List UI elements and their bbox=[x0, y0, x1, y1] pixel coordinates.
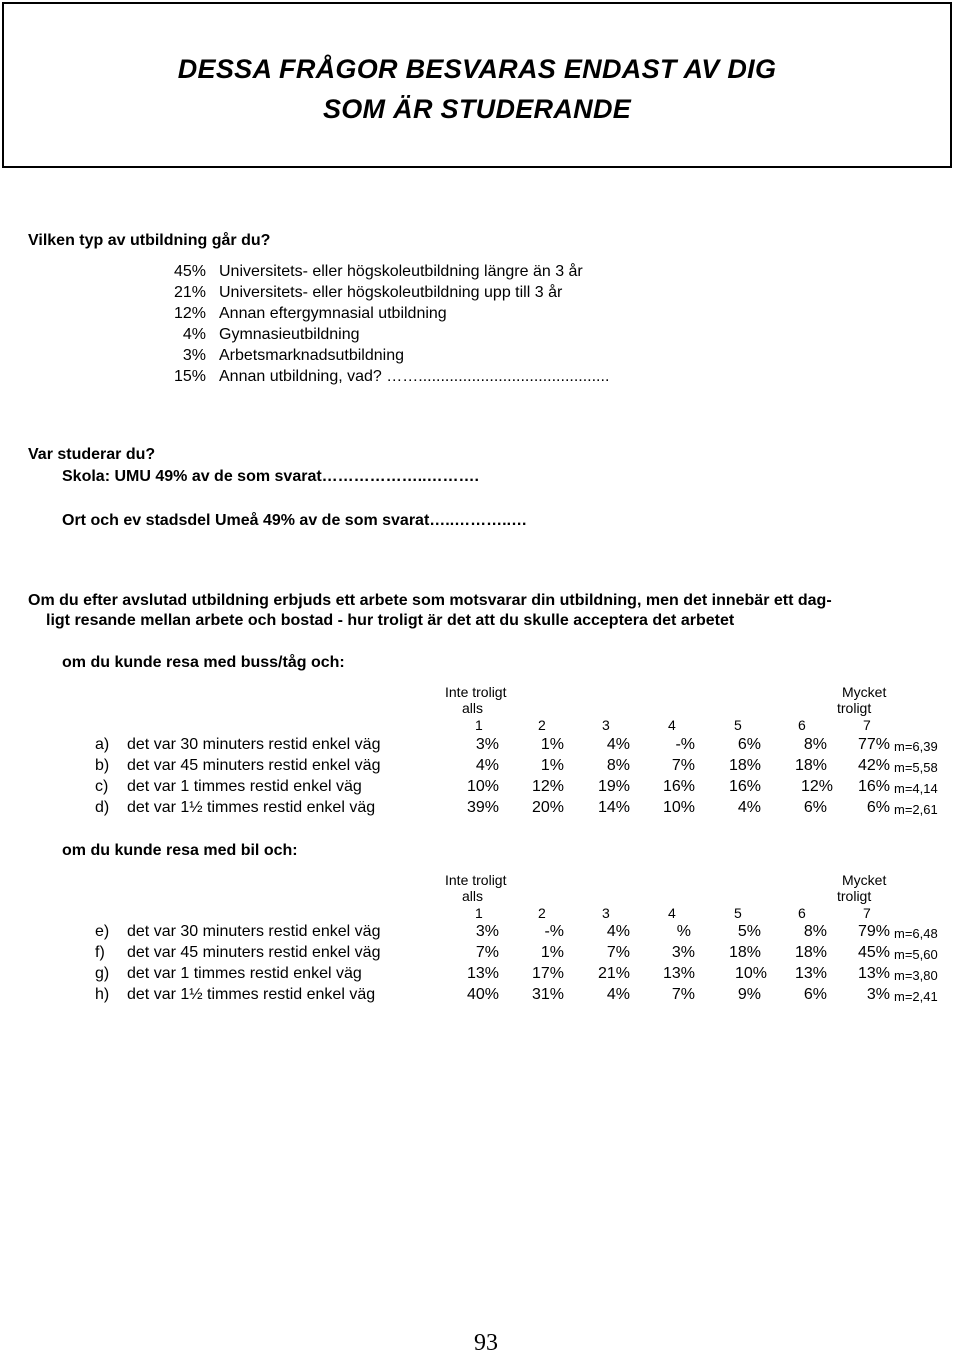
row-value: -% bbox=[675, 736, 695, 753]
row-value: 8% bbox=[606, 757, 630, 774]
scale-number: 2 bbox=[538, 905, 546, 921]
row-value: 7% bbox=[671, 986, 695, 1003]
scale-number: 3 bbox=[602, 717, 610, 733]
row-value: 7% bbox=[671, 757, 695, 774]
car-heading: om du kunde resa med bil och: bbox=[62, 842, 298, 859]
option-percent: 21% bbox=[173, 284, 206, 301]
row-value: 21% bbox=[597, 965, 630, 982]
row-text: det var 1½ timmes restid enkel väg bbox=[127, 986, 376, 1003]
row-text: det var 30 minuters restid enkel väg bbox=[127, 736, 381, 753]
row-value: 3% bbox=[671, 944, 695, 961]
row-value: 7% bbox=[475, 944, 499, 961]
row-value: -% bbox=[544, 923, 564, 940]
row-text: det var 45 minuters restid enkel väg bbox=[127, 944, 381, 961]
scale-low-label-1: Inte troligt bbox=[445, 872, 507, 888]
scale-number: 2 bbox=[538, 717, 546, 733]
row-value: 18% bbox=[794, 757, 827, 774]
scale-number: 4 bbox=[668, 717, 676, 733]
row-mean: m=6,48 bbox=[894, 926, 938, 941]
row-value: 1% bbox=[540, 944, 564, 961]
row-value: 79% bbox=[857, 923, 890, 940]
option-percent: 4% bbox=[182, 326, 206, 343]
q3-paragraph-line-2: ligt resande mellan arbete och bostad - hur troligt är det att du skulle acceptera det arbetet bbox=[46, 612, 735, 629]
row-value: 77% bbox=[857, 736, 890, 753]
scale-high-label-1: Mycket bbox=[842, 684, 887, 700]
scale-number: 3 bbox=[602, 905, 610, 921]
row-value: 4% bbox=[606, 736, 630, 753]
bus-heading: om du kunde resa med buss/tåg och: bbox=[62, 654, 345, 671]
q2-school-line: Skola: UMU 49% av de som svarat………………..………. bbox=[62, 468, 479, 485]
row-value: 4% bbox=[606, 923, 630, 940]
row-value: 16% bbox=[662, 778, 695, 795]
option-label: Arbetsmarknadsutbildning bbox=[219, 347, 404, 364]
option-label: Universitets- eller högskoleutbildning längre än 3 år bbox=[219, 263, 583, 280]
option-label: Annan utbildning, vad? ……........................................... bbox=[219, 368, 610, 385]
option-percent: 15% bbox=[173, 368, 206, 385]
row-value: 1% bbox=[540, 736, 564, 753]
row-value: 4% bbox=[606, 986, 630, 1003]
option-label: Universitets- eller högskoleutbildning upp till 3 år bbox=[219, 284, 563, 301]
row-value: 6% bbox=[803, 986, 827, 1003]
row-value: 13% bbox=[466, 965, 499, 982]
scale-number: 1 bbox=[475, 905, 483, 921]
row-value: 4% bbox=[475, 757, 499, 774]
row-mean: m=5,58 bbox=[894, 760, 938, 775]
row-value: 16% bbox=[728, 778, 761, 795]
row-value: 13% bbox=[794, 965, 827, 982]
row-text: det var 1½ timmes restid enkel väg bbox=[127, 799, 376, 816]
q2-place-line: Ort och ev stadsdel Umeå 49% av de som svarat…..………..… bbox=[62, 512, 528, 529]
scale-number: 7 bbox=[863, 905, 871, 921]
option-label: Annan eftergymnasial utbildning bbox=[219, 305, 447, 322]
row-value: 16% bbox=[857, 778, 890, 795]
row-value: 40% bbox=[466, 986, 499, 1003]
row-value: 19% bbox=[597, 778, 630, 795]
row-mean: m=5,60 bbox=[894, 947, 938, 962]
row-letter: g) bbox=[95, 965, 110, 982]
row-value: 7% bbox=[606, 944, 630, 961]
q3-paragraph-line-1: Om du efter avslutad utbildning erbjuds ett arbete som motsvarar din utbildning, men det innebär ett dag- bbox=[28, 592, 832, 609]
row-value: 14% bbox=[597, 799, 630, 816]
row-value: 13% bbox=[857, 965, 890, 982]
row-value: 1% bbox=[540, 757, 564, 774]
row-letter: a) bbox=[95, 736, 110, 753]
row-mean: m=6,39 bbox=[894, 739, 938, 754]
scale-low-label-2: alls bbox=[462, 700, 484, 716]
row-value: 10% bbox=[734, 965, 767, 982]
row-text: det var 1 timmes restid enkel väg bbox=[127, 965, 362, 982]
row-letter: c) bbox=[95, 778, 109, 795]
row-letter: b) bbox=[95, 757, 110, 774]
row-value: 42% bbox=[857, 757, 890, 774]
scale-high-label-1: Mycket bbox=[842, 872, 887, 888]
row-value: 3% bbox=[866, 986, 890, 1003]
row-value: 20% bbox=[531, 799, 564, 816]
row-value: 31% bbox=[531, 986, 564, 1003]
row-value: 12% bbox=[531, 778, 564, 795]
row-value: 17% bbox=[531, 965, 564, 982]
page-number: 93 bbox=[474, 1330, 498, 1356]
row-value: 6% bbox=[866, 799, 890, 816]
title-box bbox=[2, 2, 952, 168]
scale-number: 4 bbox=[668, 905, 676, 921]
q1-question: Vilken typ av utbildning går du? bbox=[28, 232, 271, 249]
row-mean: m=3,80 bbox=[894, 968, 938, 983]
title-line-1: DESSA FRÅGOR BESVARAS ENDAST AV DIG bbox=[177, 54, 777, 84]
row-letter: h) bbox=[95, 986, 110, 1003]
row-value: 8% bbox=[803, 736, 827, 753]
row-value: 10% bbox=[466, 778, 499, 795]
row-text: det var 1 timmes restid enkel väg bbox=[127, 778, 362, 795]
row-value: 12% bbox=[800, 778, 833, 795]
row-mean: m=4,14 bbox=[894, 781, 938, 796]
row-mean: m=2,41 bbox=[894, 989, 938, 1004]
row-letter: d) bbox=[95, 799, 110, 816]
row-value: 9% bbox=[737, 986, 761, 1003]
option-percent: 3% bbox=[182, 347, 206, 364]
row-value: 6% bbox=[803, 799, 827, 816]
scale-low-label-1: Inte troligt bbox=[445, 684, 507, 700]
row-value: 4% bbox=[737, 799, 761, 816]
row-value: 39% bbox=[466, 799, 499, 816]
row-letter: f) bbox=[95, 944, 105, 961]
option-label: Gymnasieutbildning bbox=[219, 326, 360, 343]
scale-number: 5 bbox=[734, 717, 742, 733]
title-line-2: SOM ÄR STUDERANDE bbox=[322, 94, 632, 124]
row-value: 3% bbox=[475, 736, 499, 753]
scale-number: 6 bbox=[798, 905, 806, 921]
scale-number: 7 bbox=[863, 717, 871, 733]
scale-number: 1 bbox=[475, 717, 483, 733]
row-text: det var 30 minuters restid enkel väg bbox=[127, 923, 381, 940]
row-text: det var 45 minuters restid enkel väg bbox=[127, 757, 381, 774]
row-value: 45% bbox=[857, 944, 890, 961]
scale-number: 5 bbox=[734, 905, 742, 921]
row-letter: e) bbox=[95, 923, 110, 940]
scale-high-label-2: troligt bbox=[837, 700, 872, 716]
row-value: 18% bbox=[794, 944, 827, 961]
row-value: 6% bbox=[737, 736, 761, 753]
row-value: 10% bbox=[662, 799, 695, 816]
row-mean: m=2,61 bbox=[894, 802, 938, 817]
row-value: 3% bbox=[475, 923, 499, 940]
q2-question: Var studerar du? bbox=[28, 446, 156, 463]
option-percent: 12% bbox=[173, 305, 206, 322]
row-value: % bbox=[676, 923, 691, 940]
row-value: 18% bbox=[728, 944, 761, 961]
row-value: 13% bbox=[662, 965, 695, 982]
scale-low-label-2: alls bbox=[462, 888, 484, 904]
row-value: 8% bbox=[803, 923, 827, 940]
scale-number: 6 bbox=[798, 717, 806, 733]
row-value: 18% bbox=[728, 757, 761, 774]
row-value: 5% bbox=[737, 923, 761, 940]
option-percent: 45% bbox=[173, 263, 206, 280]
scale-high-label-2: troligt bbox=[837, 888, 872, 904]
